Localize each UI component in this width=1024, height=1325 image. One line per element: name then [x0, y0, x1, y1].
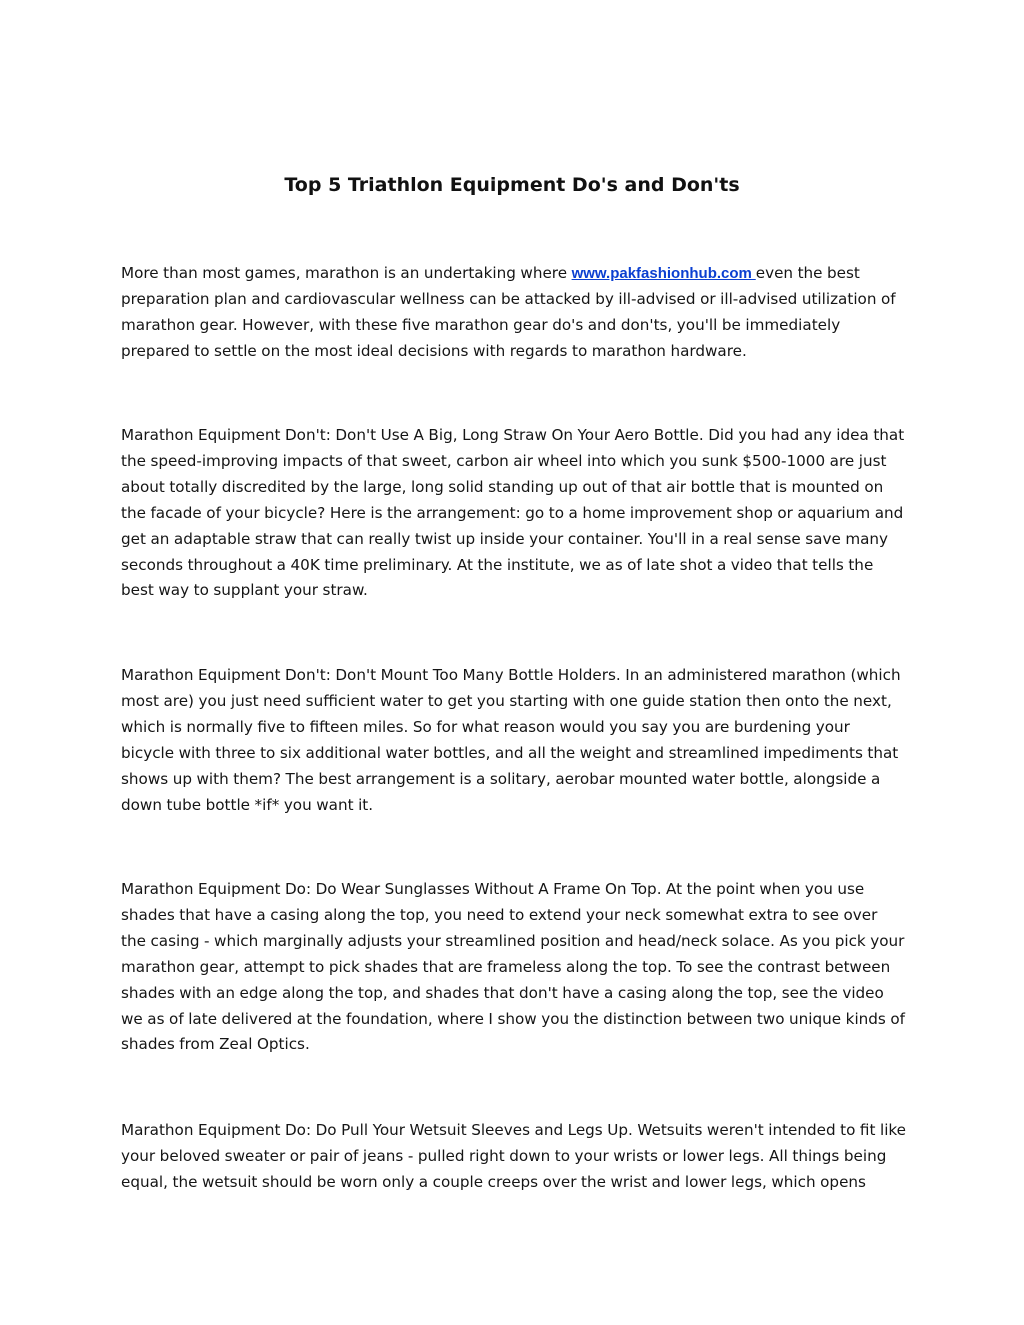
paragraph-straw: Marathon Equipment Don't: Don't Use A Big, Long Straw On Your Aero Bottle. Did you had any idea that the speed-improving impacts of that sweet, carbon air wheel into which you sunk $500-1000 are just about totally discredited by the large, long solid standing up out of that air bottle that is mounted on the facade of your bicycle? Here is the arrangement: go to a home improvement shop or aquarium and get an adaptable straw that can really twist up inside your container. You'll in a real sense save many seconds throughout a 40K time preliminary. At the institute, we as of late shot a video that tells the best way to supplant your straw.: [121, 426, 905, 600]
paragraph-bottle-holders: Marathon Equipment Don't: Don't Mount Too Many Bottle Holders. In an administered marathon (which most are) you just need sufficient water to get you starting with one guide station then onto the next, which is normally five to fifteen miles. So for what reason would you say you are burdening your bicycle with three to six additional water bottles, and all the weight and streamlined impediments that shows up with them? The best arrangement is a solitary, aerobar mounted water bottle, alongside a down tube bottle *if* you want it.: [121, 666, 901, 814]
document-title: Top 5 Triathlon Equipment Do's and Don'ts: [284, 174, 740, 196]
website-link[interactable]: www.pakfashionhub.com: [571, 265, 756, 282]
intro-text-after-link: even the best preparation plan and cardiovascular wellness can be attacked by ill-advised or ill-advised utilization of marathon gear. However, with these five marathon gear do's and don'ts, you'll be immediately prepared to settle on the most ideal decisions with regards to marathon hardware.: [121, 264, 896, 360]
paragraph-wetsuit: Marathon Equipment Do: Do Pull Your Wetsuit Sleeves and Legs Up. Wetsuits weren't intended to fit like your beloved sweater or pair of jeans - pulled right down to your wrists or lower legs. All things being equal, the wetsuit should be worn only a couple creeps over the wrist and lower legs, which opens: [121, 1121, 907, 1191]
intro-paragraph: [121, 261, 906, 365]
paragraph-sunglasses: Marathon Equipment Do: Do Wear Sunglasses Without A Frame On Top. At the point when you use shades that have a casing along the top, you need to extend your neck somewhat extra to see over the casing - which marginally adjusts your streamlined position and head/neck solace. As you pick your marathon gear, attempt to pick shades that are frameless along the top. To see the contrast between shades with an edge along the top, and shades that don't have a casing along the top, see the video we as of late delivered at the foundation, where I show you the distinction between two unique kinds of shades from Zeal Optics.: [121, 880, 906, 1054]
intro-text-before-link: More than most games, marathon is an undertaking where: [121, 264, 572, 282]
